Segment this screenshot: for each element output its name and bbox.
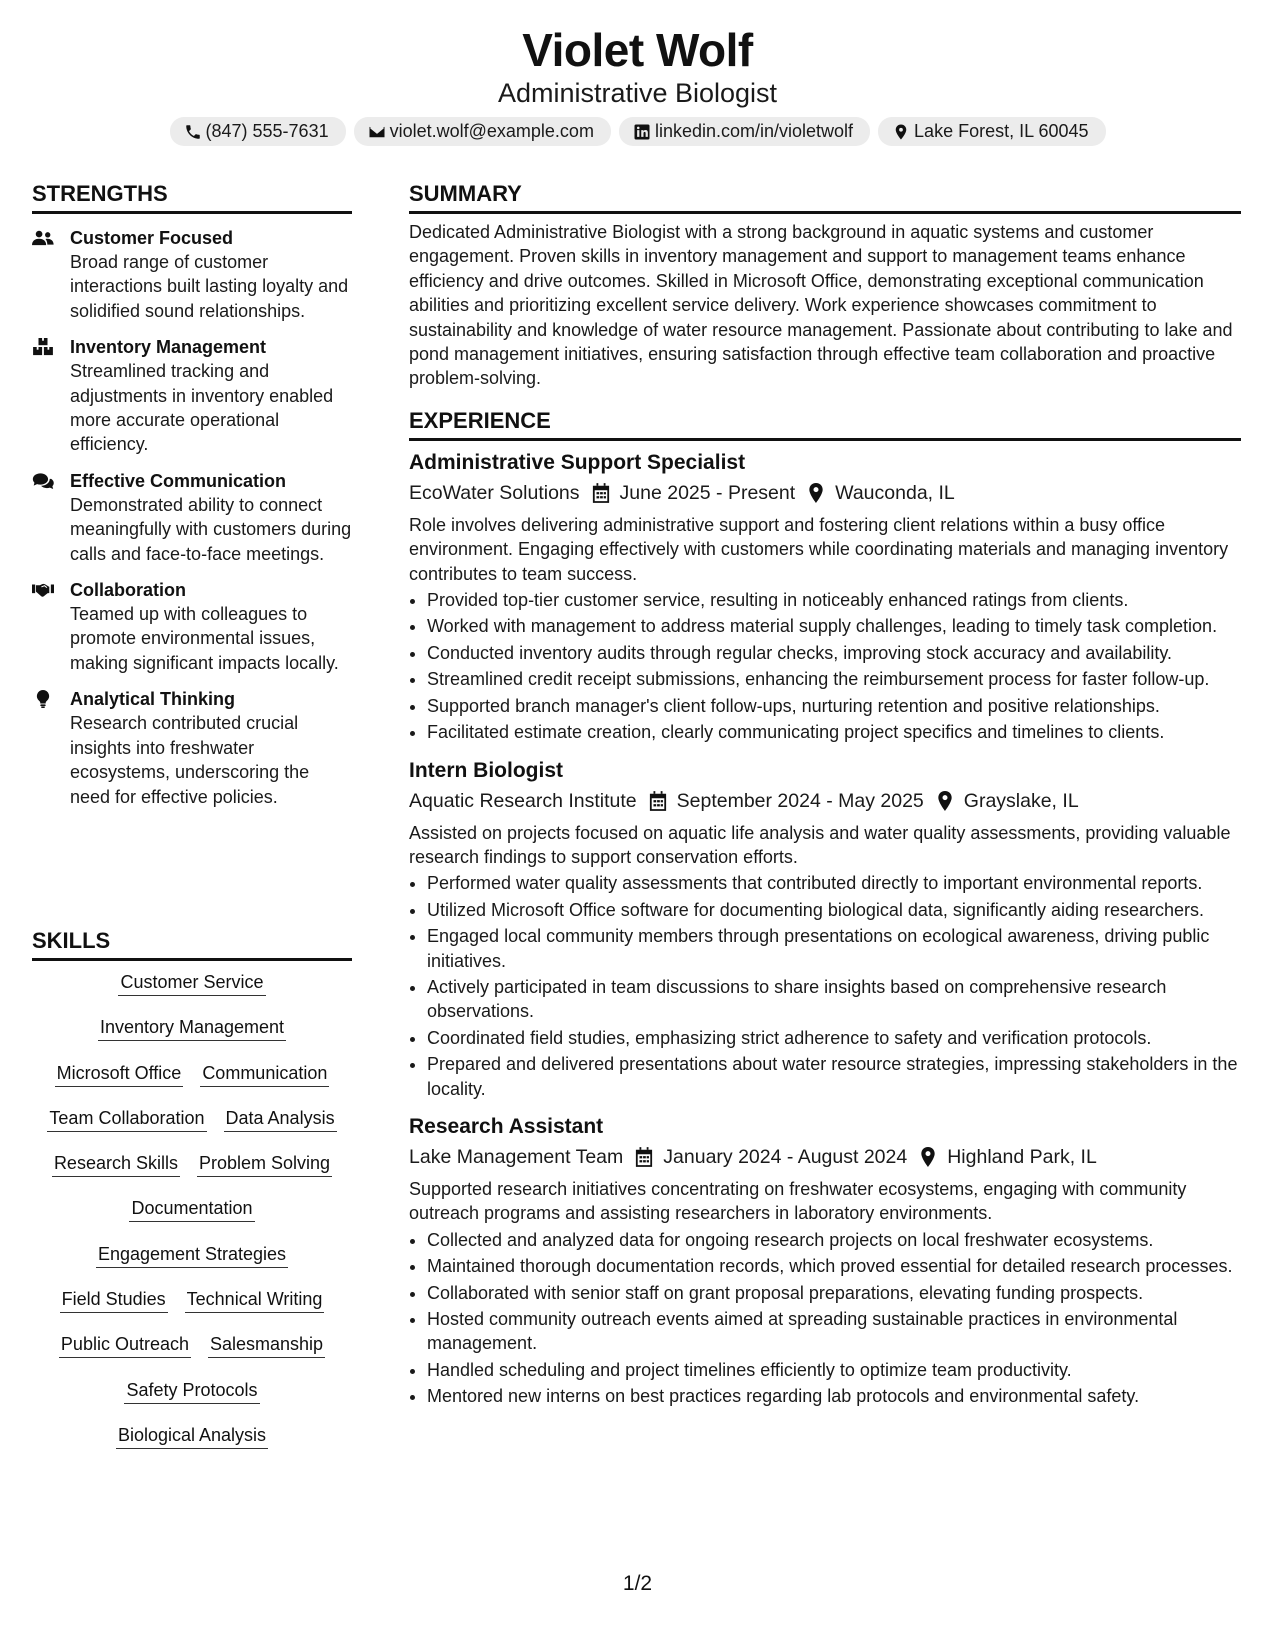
- job-bullet: • Collaborated with senior staff on grant proposal preparations, elevating funding prospects.: [427, 1281, 1241, 1305]
- page-number: 1/2: [622, 1572, 653, 1595]
- job-location: Wauconda, IL: [835, 481, 955, 504]
- summary-heading: SUMMARY: [409, 180, 1241, 214]
- job-entry: [409, 449, 1241, 745]
- strength-item: [32, 226, 352, 323]
- job-bullet: • Utilized Microsoft Office software for documenting biological data, significantly aiding researchers.: [427, 898, 1241, 922]
- strength-item: [32, 578, 352, 675]
- job-bullet: • Supported branch manager's client follow-ups, nurturing retention and positive relationships.: [427, 694, 1241, 718]
- job-bullets: [409, 1228, 1241, 1409]
- contact-bar: [0, 117, 1275, 146]
- job-bullet: • Mentored new interns on best practices regarding lab protocols and environmental safety.: [427, 1384, 1241, 1408]
- job-bullet: • Worked with management to address material supply challenges, leading to timely task completion.: [427, 614, 1241, 638]
- skill-row: [32, 1107, 352, 1152]
- job-bullet: • Maintained thorough documentation records, which proved essential for detailed research processes.: [427, 1254, 1241, 1278]
- job-bullets: [409, 871, 1241, 1101]
- job-bullet: • Conducted inventory audits through regular checks, improving stock accuracy and availability.: [427, 641, 1241, 665]
- job-bullet: • Handled scheduling and project timelines efficiently to optimize team productivity.: [427, 1358, 1241, 1382]
- job-bullet: • Collected and analyzed data for ongoing research projects on local freshwater ecosystems.: [427, 1228, 1241, 1252]
- phone-chip[interactable]: [170, 117, 346, 146]
- person-name: Violet Wolf: [522, 24, 753, 76]
- company-name: Lake Management Team: [409, 1145, 624, 1168]
- skill-row: [32, 1197, 352, 1242]
- skill-row: [32, 971, 352, 1016]
- job-meta: [409, 1143, 1241, 1171]
- skill-tag: Microsoft Office: [55, 1062, 184, 1087]
- map-pin-icon: [936, 791, 954, 811]
- calendar-icon: [592, 483, 610, 503]
- job-location: Grayslake, IL: [963, 789, 1079, 812]
- skill-row: [32, 1016, 352, 1061]
- job-title: Research Assistant: [409, 1114, 604, 1138]
- strength-item: [32, 469, 352, 566]
- resume-header: [0, 24, 1275, 146]
- skills-heading: SKILLS: [32, 927, 352, 961]
- calendar-icon: [649, 791, 667, 811]
- skills-section: [32, 927, 352, 1469]
- strength-desc: Teamed up with colleagues to promote environmental issues, making significant impacts locally.: [70, 604, 339, 673]
- skills-list: [32, 971, 352, 1469]
- skill-tag: Team Collaboration: [47, 1107, 206, 1132]
- strength-title: Customer Focused: [70, 228, 234, 248]
- job-bullet: • Coordinated field studies, emphasizing strict adherence to safety and verification protocols.: [427, 1026, 1241, 1050]
- job-title: Intern Biologist: [409, 758, 563, 782]
- strength-desc: Broad range of customer interactions built lasting loyalty and solidified sound relationships.: [70, 252, 349, 321]
- strength-title: Collaboration: [70, 580, 186, 601]
- linkedin-icon: [633, 123, 651, 141]
- job-entry: [409, 1113, 1241, 1409]
- summary-text: Dedicated Administrative Biologist with a strong background in aquatic systems and customer engagement. Proven skills in inventory management and support to management teams enhance efficiency and drive outcomes. Skilled in Microsoft Office, demonstrating exceptional communication abilities and prioritizing excellent service delivery. Work experience showcases commitment to sustainability and knowledge of water resource management. Passionate about contributing to lake and pond management initiatives, ensuring satisfaction through effective team collaboration and proactive problem-solving.: [409, 222, 1233, 389]
- lightbulb-icon: [32, 690, 54, 708]
- skill-tag: Salesmanship: [208, 1333, 325, 1358]
- job-title-headline: Administrative Biologist: [497, 78, 778, 108]
- job-dates: September 2024 - May 2025: [676, 789, 924, 812]
- skill-row: [32, 1379, 352, 1424]
- left-column: [32, 180, 352, 821]
- skill-tag: Safety Protocols: [124, 1379, 259, 1404]
- experience-heading: EXPERIENCE: [409, 407, 1241, 441]
- job-meta: [409, 787, 1241, 815]
- users-icon: [32, 229, 54, 247]
- linkedin-chip[interactable]: [619, 117, 870, 146]
- strength-title: Inventory Management: [70, 337, 267, 358]
- skill-tag: Technical Writing: [185, 1288, 325, 1313]
- job-entry: [409, 757, 1241, 1101]
- strength-desc: Research contributed crucial insights into freshwater ecosystems, underscoring the need for effective policies.: [70, 713, 310, 807]
- strength-desc: Streamlined tracking and adjustments in inventory enabled more accurate operational efficiency.: [70, 361, 334, 455]
- comments-icon: [32, 472, 54, 490]
- location-chip: [878, 117, 1105, 146]
- skill-tag: Biological Analysis: [116, 1424, 268, 1449]
- strength-title: Effective Communication: [70, 470, 287, 491]
- boxes-icon: [32, 338, 54, 356]
- job-bullet: • Hosted community outreach events aimed at spreading sustainable practices in environmental management.: [427, 1307, 1241, 1356]
- right-column: [409, 180, 1241, 1411]
- job-dates: January 2024 - August 2024: [663, 1145, 908, 1168]
- map-pin-icon: [892, 123, 910, 141]
- job-bullet: • Performed water quality assessments that contributed directly to important environmental reports.: [427, 871, 1241, 895]
- experience-list: [409, 449, 1241, 1409]
- skill-tag: Documentation: [129, 1197, 254, 1222]
- job-bullets: [409, 588, 1241, 744]
- location-text: Lake Forest, IL 60045: [914, 121, 1089, 141]
- email-text: violet.wolf@example.com: [389, 121, 594, 141]
- skill-row: [32, 1333, 352, 1378]
- skill-tag: Data Analysis: [224, 1107, 337, 1132]
- company-name: EcoWater Solutions: [409, 481, 580, 504]
- job-dates: June 2025 - Present: [619, 481, 796, 504]
- skill-tag: Communication: [200, 1062, 329, 1087]
- skill-tag: Engagement Strategies: [96, 1243, 288, 1268]
- skill-tag: Customer Service: [118, 971, 265, 996]
- skill-tag: Inventory Management: [98, 1016, 286, 1041]
- skill-row: [32, 1424, 352, 1469]
- map-pin-icon: [807, 483, 825, 503]
- job-meta: [409, 479, 1241, 507]
- map-pin-icon: [919, 1147, 937, 1167]
- skill-row: [32, 1062, 352, 1107]
- job-bullet: • Streamlined credit receipt submissions, enhancing the reimbursement process for faster follow-up.: [427, 667, 1241, 691]
- job-description: Supported research initiatives concentrating on freshwater ecosystems, engaging with community outreach programs and assisting researchers in laboratory environments.: [409, 1178, 1187, 1224]
- strength-item: [32, 335, 352, 457]
- job-bullet: • Actively participated in team discussions to share insights based on comprehensive research observations.: [427, 975, 1241, 1024]
- skill-tag: Problem Solving: [197, 1152, 332, 1177]
- skill-tag: Field Studies: [60, 1288, 168, 1313]
- linkedin-text: linkedin.com/in/violetwolf: [654, 121, 854, 141]
- skill-row: [32, 1243, 352, 1288]
- job-bullet: • Engaged local community members through presentations on ecological awareness, driving public initiatives.: [427, 924, 1241, 973]
- job-bullet: • Provided top-tier customer service, resulting in noticeably enhanced ratings from clients.: [427, 588, 1241, 612]
- skill-row: [32, 1288, 352, 1333]
- handshake-icon: [32, 581, 54, 599]
- strength-item: [32, 687, 352, 809]
- job-bullet: • Facilitated estimate creation, clearly communicating project specifics and timelines to clients.: [427, 720, 1241, 744]
- skill-tag: Public Outreach: [59, 1333, 191, 1358]
- email-chip[interactable]: [354, 117, 611, 146]
- phone-icon: [184, 123, 202, 141]
- skill-tag: Research Skills: [52, 1152, 180, 1177]
- job-description: Role involves delivering administrative support and fostering client relations within a busy office environment. Engaging effectively with customers while coordinating materials and managing inventory contributes to team success.: [409, 514, 1229, 584]
- company-name: Aquatic Research Institute: [409, 789, 637, 812]
- job-title: Administrative Support Specialist: [409, 450, 746, 474]
- envelope-icon: [368, 123, 386, 141]
- calendar-icon: [635, 1147, 653, 1167]
- job-description: Assisted on projects focused on aquatic life analysis and water quality assessments, providing valuable research findings to support conservation efforts.: [409, 822, 1231, 867]
- job-bullet: • Prepared and delivered presentations about water resource strategies, impressing stakeholders in the locality.: [427, 1052, 1241, 1101]
- strength-desc: Demonstrated ability to connect meaningfully with customers during calls and face-to-face meetings.: [70, 494, 352, 564]
- strengths-heading: STRENGTHS: [32, 180, 352, 214]
- strength-title: Analytical Thinking: [70, 689, 236, 710]
- job-location: Highland Park, IL: [947, 1145, 1097, 1168]
- skill-row: [32, 1152, 352, 1197]
- strengths-list: [32, 226, 352, 809]
- phone-text: (847) 555-7631: [205, 121, 329, 141]
